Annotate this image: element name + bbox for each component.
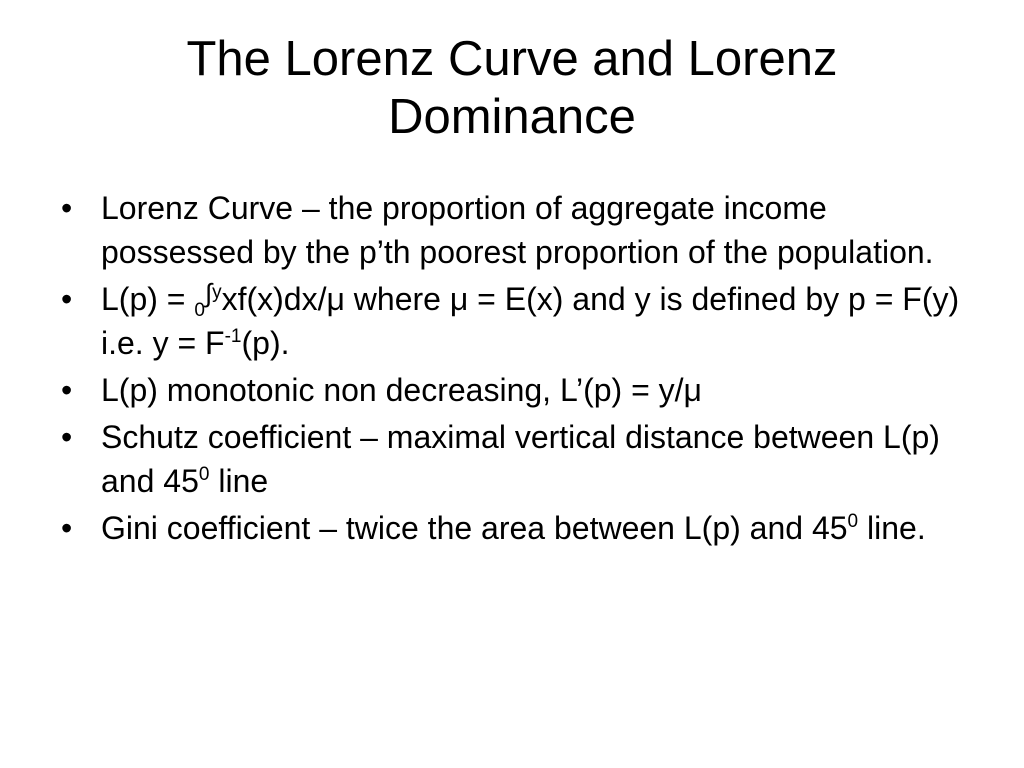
bullet-text: Gini coefficient – twice the area between L(p) and 45 [101,510,848,546]
bullet-monotonic [58,368,978,412]
integral-lower-limit: 0 [194,300,205,321]
bullet-gini [58,506,978,550]
formula-body: xf(x)dx/μ where μ = E(x) and y is defined by p = F(y) i.e. y = F [101,281,960,361]
bullet-text-end: line [209,463,269,499]
degree-superscript: 0 [198,464,210,485]
bullet-text-end: line. [858,510,926,546]
bullet-list [58,186,978,553]
inverse-exponent: -1 [224,326,242,347]
degree-superscript: 0 [847,511,859,532]
bullet-marker: • [61,510,73,546]
bullet-marker: • [61,281,73,317]
bullet-lorenz-curve [58,186,978,274]
bullet-marker: • [61,419,73,455]
bullet-schutz [58,415,978,503]
bullet-text: Schutz coefficient – maximal vertical distance between L(p) and 45 [101,419,940,499]
integral-upper-limit: y [212,282,222,303]
formula-lhs: L(p) = [101,281,195,317]
bullet-lorenz-formula [58,277,978,365]
bullet-marker: • [61,190,73,226]
formula-tail: (p). [241,325,290,361]
bullet-marker: • [61,372,73,408]
bullet-text: L(p) monotonic non decreasing, L’(p) = y/μ [101,372,702,408]
bullet-text: Lorenz Curve – the proportion of aggregate income possessed by the p’th poorest proportion of the population. [101,190,934,270]
slide-title: The Lorenz Curve and Lorenz Dominance [186,32,838,144]
integral-symbol: ∫ [204,278,213,308]
